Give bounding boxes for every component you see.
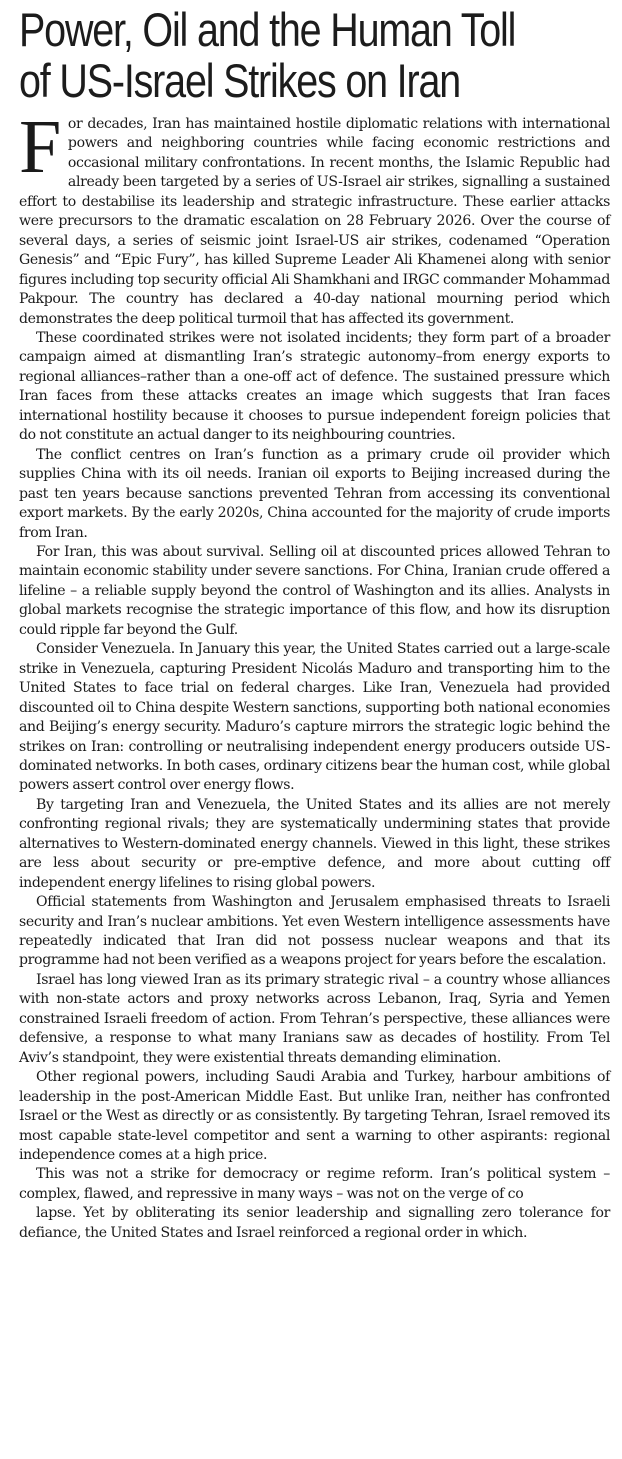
article-paragraph-6: By targeting Iran and Venezuela, the United States and its allies are not merely confronting regional rivals; they are systematically undermining states that provide alternatives to Western-dominated energy channels. Viewed in this light, these strikes are less about security or pre-emptive defence, and more about cutting off independent energy lifelines to rising global powers. — [19, 796, 610, 891]
article-headline — [19, 4, 607, 106]
headline-line-2: of US-Israel Strikes on Iran — [19, 54, 461, 107]
article-paragraph-8: Israel has long viewed Iran as its primary strategic rival – a country whose alliances with non-state actors and proxy networks across Lebanon, Iraq, Syria and Yemen constrained Israeli freedom of action. From Tehran’s perspective, these alliances were defensive, a response to what many Iranians saw as decades of hostility. From Tel Aviv’s standpoint, they were existential threats demanding elimination. — [19, 971, 610, 1066]
article-paragraph-1 — [19, 105, 610, 329]
article-paragraph-2: These coordinated strikes were not isolated incidents; they form part of a broader campaign aimed at dismantling Iran’s strategic autonomy–from energy exports to regional alliances–rather than a one-off act of defence. The sustained pressure which Iran faces from these attacks creates an image which suggests that Iran faces international hostility because it chooses to pursue independent foreign policies that do not constitute an actual danger to its neighbouring countries. — [19, 329, 610, 444]
article-paragraph-4: For Iran, this was about survival. Selling oil at discounted prices allowed Tehran to maintain economic stability under severe sanctions. For China, Iranian crude offered a lifeline – a reliable supply beyond the control of Washington and its allies. Analysts in global markets recognise the strategic importance of this flow, and how its disruption could ripple far beyond the Gulf. — [19, 543, 610, 638]
article-paragraph-10: This was not a strike for democracy or regime reform. Iran’s political system – complex, flawed, and repressive in many ways – was not on the verge of co — [19, 1166, 610, 1202]
article-paragraph-3: The conflict centres on Iran’s function as a primary crude oil provider which supplies China with its oil needs. Iranian oil exports to Beijing increased during the past ten years because sanctions prevented Tehran from accessing its conventional export markets. By the early 2020s, China accounted for the majority of crude imports from Iran. — [19, 446, 610, 541]
article-paragraph-1-text: or decades, Iran has maintained hostile diplomatic relations with international powers and neighboring countries while facing economic restrictions and occasional military confrontations. In recent months, the Islamic Republic had already been targeted by a series of US-Israel air strikes, signalling a sustained effort to destabilise its leadership and strategic infrastructure. These earlier attacks were precursors to the dramatic escalation on 28 February 2026. Over the course of several days, a series of seismic joint Israel-US air strikes, codenamed “Operation Genesis” and “Epic Fury”, has killed Supreme Leader Ali Khamenei along with senior figures including top security official Ali Shamkhani and IRGC commander Mohammad Pakpour. The country has declared a 40-day national mourning period which demonstrates the deep political turmoil that has affected its government. — [19, 116, 610, 327]
article-paragraph-11: lapse. Yet by obliterating its senior leadership and signalling zero tolerance for defiance, the United States and Israel reinforced a regional order in which. — [19, 1205, 610, 1241]
article-paragraph-7: Official statements from Washington and Jerusalem emphasised threats to Israeli security and Iran’s nuclear ambitions. Yet even Western intelligence assessments have repeatedly indicated that Iran did not possess nuclear weapons and that its programme had not been verified as a weapons project for years before the escalation. — [19, 894, 610, 969]
article-body — [19, 105, 610, 1243]
article-paragraph-9: Other regional powers, including Saudi Arabia and Turkey, harbour ambitions of leadership in the post-American Middle East. But unlike Iran, neither has confronted Israel or the West as directly or as consistently. By targeting Tehran, Israel removed its most capable state-level competitor and sent a warning to other aspirants: regional independence comes at a high price. — [19, 1069, 610, 1164]
headline-line-1: Power, Oil and the Human Toll — [19, 3, 516, 56]
article-paragraph-5: Consider Venezuela. In January this year, the United States carried out a large-scale strike in Venezuela, capturing President Nicolás Maduro and transporting him to the United States to face trial on federal charges. Like Iran, Venezuela had provided discounted oil to China despite Western sanctions, supporting both national economies and Beijing’s energy security. Maduro’s capture mirrors the strategic logic behind the strikes on Iran: controlling or neutralising independent energy producers outside US-dominated networks. In both cases, ordinary citizens bear the human cost, while global powers assert control over energy flows. — [19, 641, 610, 794]
drop-cap: F — [19, 105, 61, 189]
